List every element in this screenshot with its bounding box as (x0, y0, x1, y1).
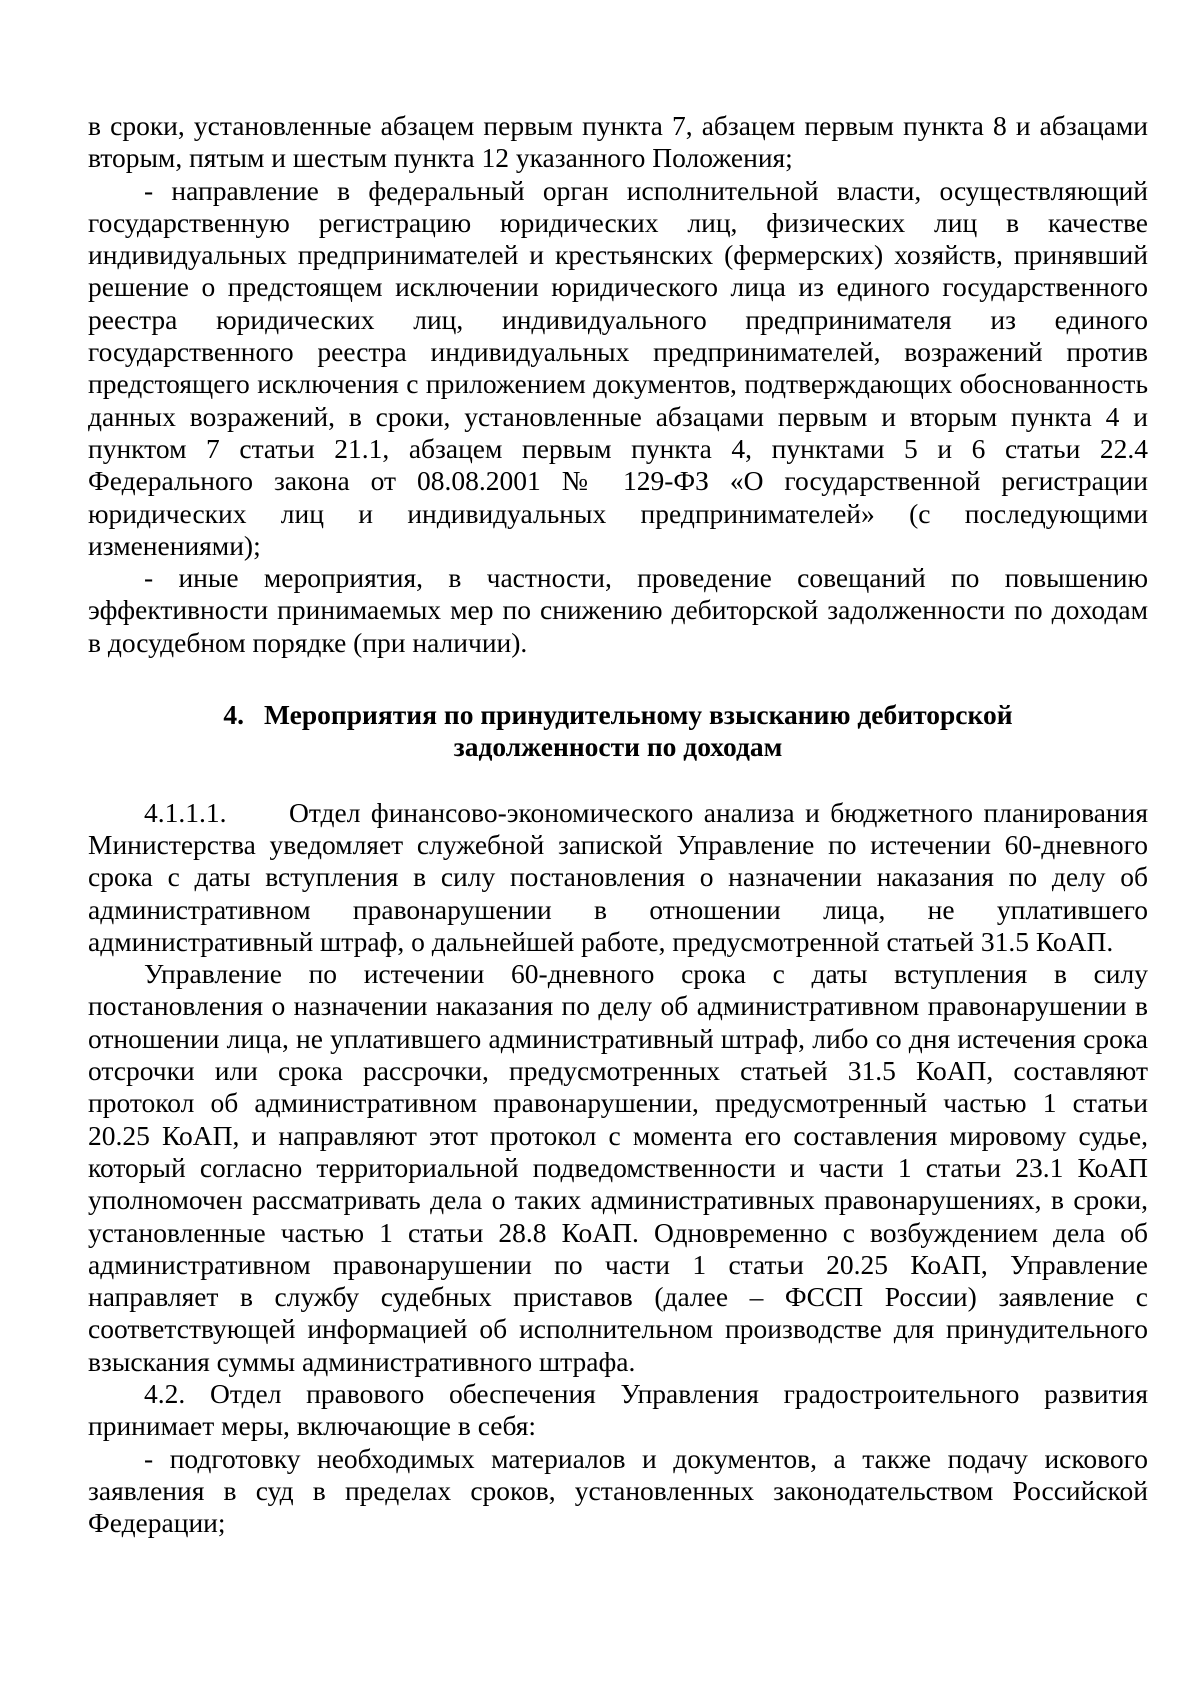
section-heading (88, 699, 1148, 764)
paragraph-objections-registration: - направление в федеральный орган исполнительной власти, осуществляющий государственную регистрацию юридических лиц, физических лиц в качестве индивидуальных предпринимателей и крестьянских (фермерских) хозяйств, принявший решение о предстоящем исключении юридического лица из единого государственного реестра юридических лиц, индивидуального предпринимателя из единого государственного реестра индивидуальных предпринимателей, возражений против предстоящего исключения с приложением документов, подтверждающих обоснованность данных возражений, в сроки, установленные абзацами первым и вторым пункта 4 и пунктом 7 статьи 21.1, абзацем первым пункта 4, пунктами 5 и 6 статьи 22.4 Федерального закона от 08.08.2001 № 129-ФЗ «О государственной регистрации юридических лиц и индивидуальных предпринимателей» (с последующими изменениями); (88, 174, 1148, 561)
paragraph-other-measures: - иные мероприятия, в частности, проведение совещаний по повышению эффективности принимаемых мер по снижению дебиторской задолженности по доходам в досудебном порядке (при наличии). (88, 562, 1148, 658)
section-title-line-1: Мероприятия по принудительному взысканию дебиторской (264, 699, 1013, 731)
clause-text: Отдел финансово-экономического анализа и бюджетного планирования Министерства уведомляет служебной запиской Управление по истечении 60-дневного срока с даты вступления в силу постановления о назначении наказания по делу об административном правонарушении в отношении лица, не уплатившего административный штраф, о дальнейшей работе, предусмотренной статьей 31.5 КоАП. (88, 796, 1148, 957)
clause-number: 4.1.1.1. (144, 796, 227, 828)
paragraph-clause-4-2: 4.2. Отдел правового обеспечения Управления градостроительного развития принимает меры, включающие в себя: (88, 1377, 1148, 1442)
paragraph-administration-protocol: Управление по истечении 60-дневного срока с даты вступления в силу постановления о назначении наказания по делу об административном правонарушении в отношении лица, не уплатившего административный штраф, либо со дня истечения срока отсрочки или срока рассрочки, предусмотренных статьей 31.5 КоАП, составляют протокол об административном правонарушении, предусмотренный частью 1 статьи 20.25 КоАП, и направляют этот протокол с момента его составления мировому судье, который согласно территориальной подведомственности и части 1 статьи 23.1 КоАП уполномочен рассматривать дела о таких административных правонарушениях, в сроки, установленные частью 1 статьи 28.8 КоАП. Одновременно с возбуждением дела об административном правонарушении по части 1 статьи 20.25 КоАП, Управление направляет в службу судебных приставов (далее – ФССП России) заявление с соответствующей информацией об исполнительном производстве для принудительного взыскания суммы административного штрафа. (88, 958, 1148, 1377)
document-page (88, 110, 1148, 1539)
clause-4-1-1-1 (88, 797, 1148, 958)
section-heading-line-1 (88, 699, 1148, 731)
paragraph-lawsuit-preparation: - подготовку необходимых материалов и документов, а также подачу искового заявления в суд в пределах сроков, установленных законодательством Российской Федерации; (88, 1442, 1148, 1539)
section-number: 4. (223, 699, 245, 731)
section-title-line-2: задолженности по доходам (453, 731, 783, 763)
paragraph-deadlines-continuation: в сроки, установленные абзацем первым пункта 7, абзацем первым пункта 8 и абзацами вторым, пятым и шестым пункта 12 указанного Положения; (88, 110, 1148, 174)
